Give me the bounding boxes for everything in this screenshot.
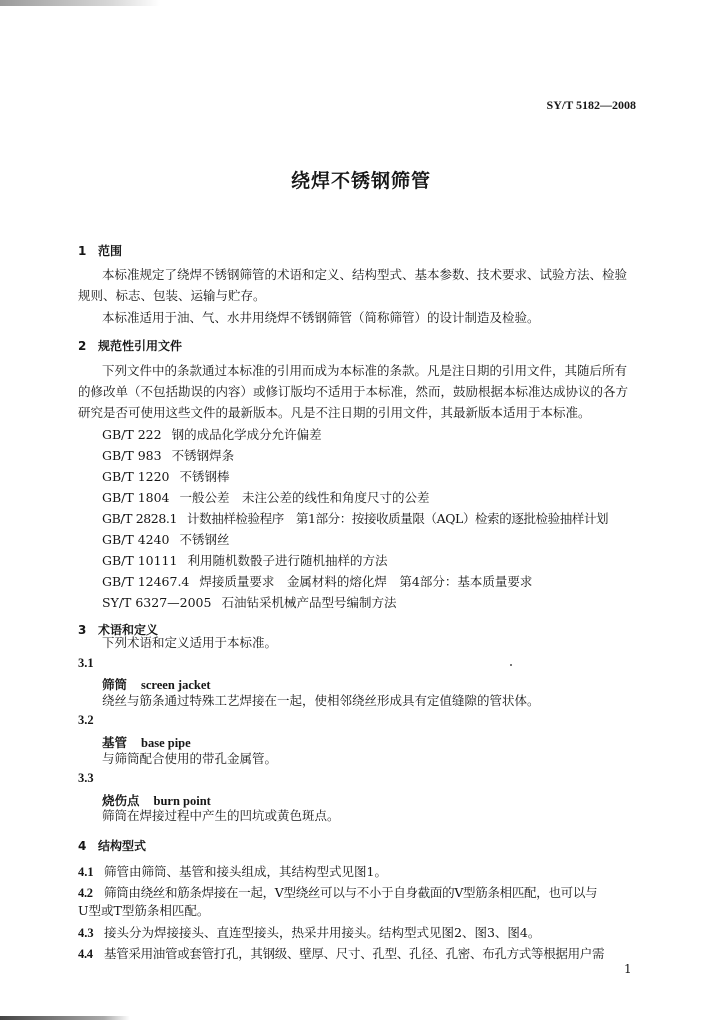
term-english: burn point <box>153 794 211 808</box>
reference-item <box>102 509 608 527</box>
term-definition: 与筛筒配合使用的带孔金属管。 <box>102 751 278 766</box>
clause-item <box>78 883 597 901</box>
document-title: 绕焊不锈钢筛管 <box>290 170 431 192</box>
reference-title: 计数抽样检验程序 第1部分：按接收质量限（AQL）检索的逐批检验抽样计划 <box>187 511 609 526</box>
reference-code: GB/T 4240 <box>102 532 170 547</box>
page-number: 1 <box>624 962 632 976</box>
term-definition: 绕丝与筋条通过特殊工艺焊接在一起，使相邻绕丝形成具有定值缝隙的管状体。 <box>102 693 540 708</box>
reference-title: 利用随机数骰子进行随机抽样的方法 <box>187 553 388 568</box>
term-chinese: 筛筒 <box>102 677 128 692</box>
scan-edge-bottom <box>0 1016 130 1020</box>
section-4-heading <box>78 837 146 854</box>
clause-number: 4.4 <box>78 947 93 961</box>
term-entry <box>102 733 191 751</box>
paragraph: 下列文件中的条款通过本标准的引用而成为本标准的条款。凡是注日期的引用文件，其随后所有 <box>102 363 628 378</box>
section-number: 1 <box>78 244 87 258</box>
section-number: 4 <box>78 839 87 853</box>
paragraph: 本标准适用于油、气、水井用绕焊不锈钢筛管（简称筛管）的设计制造及检验。 <box>102 310 540 325</box>
section-1-heading <box>78 242 122 259</box>
reference-title: 石油钻采机械产品型号编制方法 <box>221 595 397 610</box>
reference-code: GB/T 222 <box>102 427 162 442</box>
section-number: 2 <box>78 339 87 353</box>
reference-code: GB/T 12467.4 <box>102 574 190 589</box>
clause-number: 4.3 <box>78 926 94 940</box>
term-chinese: 基管 <box>102 735 128 750</box>
reference-code: GB/T 983 <box>102 448 162 463</box>
reference-title: 焊接质量要求 金属材料的熔化焊 第4部分：基本质量要求 <box>199 574 533 589</box>
scan-speck <box>510 664 512 666</box>
term-chinese: 烧伤点 <box>102 793 140 808</box>
clause-item <box>78 944 604 962</box>
reference-title: 不锈钢焊条 <box>171 448 235 463</box>
section-title: 结构型式 <box>98 839 147 853</box>
reference-title: 不锈钢棒 <box>179 469 230 484</box>
term-entry <box>102 675 211 693</box>
reference-code: GB/T 1220 <box>102 469 170 484</box>
section-title: 术语和定义 <box>98 623 159 637</box>
section-title: 范围 <box>98 244 123 258</box>
reference-title: 一般公差 未注公差的线性和角度尺寸的公差 <box>179 490 430 505</box>
reference-item <box>102 530 230 548</box>
reference-item <box>102 446 234 464</box>
paragraph: 本标准规定了绕焊不锈钢筛管的术语和定义、结构型式、基本参数、技术要求、试验方法、检验 <box>102 267 628 282</box>
reference-item <box>102 425 322 443</box>
reference-item <box>102 572 532 590</box>
reference-item <box>102 593 396 611</box>
reference-code: SY/T 6327—2005 <box>102 595 212 610</box>
section-title: 规范性引用文件 <box>98 339 183 353</box>
clause-text: 基管采用油管或套管打孔，其钢级、壁厚、尺寸、孔型、孔径、孔密、布孔方式等根据用户需 <box>104 946 605 961</box>
clause-text: 筛筒由绕丝和筋条焊接在一起，V型绕丝可以与不小于自身截面的V型筋条相匹配，也可以与 <box>104 885 598 900</box>
reference-code: GB/T 1804 <box>102 490 170 505</box>
clause-number: 3.2 <box>78 713 94 727</box>
term-english: base pipe <box>141 736 191 750</box>
term-definition: 筛筒在焊接过程中产生的凹坑或黄色斑点。 <box>102 808 340 823</box>
clause-number: 4.2 <box>78 886 93 900</box>
reference-code: GB/T 2828.1 <box>102 511 178 526</box>
clause-text: 接头分为焊接接头、直连型接头，热采井用接头。结构型式见图2、图3、图4。 <box>104 925 541 940</box>
reference-code: GB/T 10111 <box>102 553 178 568</box>
paragraph: 规则、标志、包装、运输与贮存。 <box>78 288 266 303</box>
paragraph: 下列术语和定义适用于本标准。 <box>102 635 278 650</box>
reference-title: 钢的成品化学成分允许偏差 <box>171 427 322 442</box>
term-english: screen jacket <box>141 678 211 692</box>
paragraph: 的修改单（不包括勘误的内容）或修订版均不适用于本标准，然而，鼓励根据本标准达成协议的各方 <box>78 384 629 399</box>
clause-number: 3.3 <box>78 771 94 785</box>
reference-title: 不锈钢丝 <box>179 532 230 547</box>
clause-number: 3.1 <box>78 656 94 670</box>
section-number: 3 <box>78 623 87 637</box>
clause-text: 筛管由筛筒、基管和接头组成，其结构型式见图1。 <box>104 864 387 879</box>
section-2-heading <box>78 337 182 354</box>
reference-item <box>102 467 230 485</box>
clause-item <box>78 923 540 941</box>
reference-item <box>102 488 430 506</box>
scan-edge-top <box>0 0 160 6</box>
clause-item <box>78 862 387 880</box>
clause-text-continued: U型或T型筋条相匹配。 <box>78 903 210 918</box>
reference-item <box>102 551 387 569</box>
paragraph: 研究是否可使用这些文件的最新版本。凡是不注日期的引用文件，其最新版本适用于本标准。 <box>78 405 591 420</box>
clause-number: 4.1 <box>78 865 94 879</box>
standard-code: SY/T 5182—2008 <box>546 98 636 112</box>
